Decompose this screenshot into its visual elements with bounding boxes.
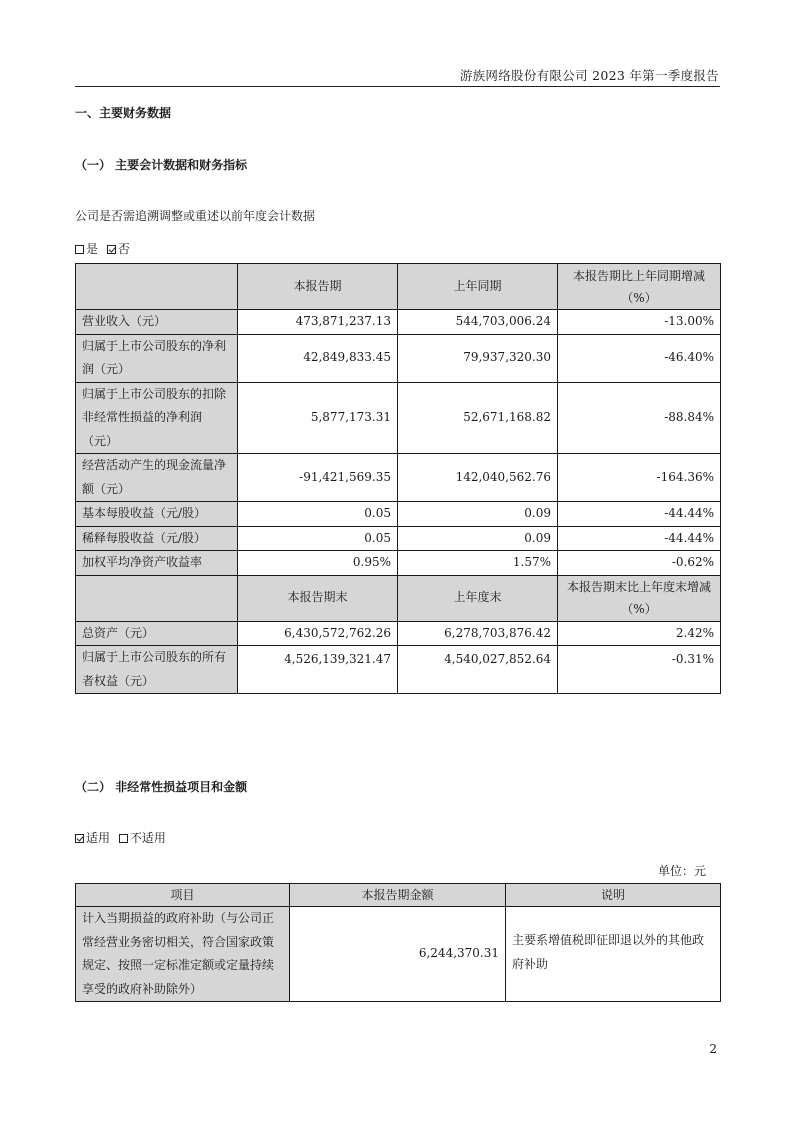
checkbox-not-applicable-icon xyxy=(119,834,128,843)
current-value: 473,871,237.13 xyxy=(238,310,398,335)
change-value: -44.44% xyxy=(558,526,721,551)
change-value: -0.62% xyxy=(558,551,721,576)
prior-value: 544,703,006.24 xyxy=(398,310,558,335)
row-label: 总资产（元） xyxy=(76,621,238,646)
prior-value: 0.09 xyxy=(398,502,558,527)
restatement-question: 公司是否需追溯调整或重述以前年度会计数据 xyxy=(75,209,316,223)
current-value: 0.95% xyxy=(238,551,398,576)
option-applicable-label: 适用 xyxy=(86,831,111,845)
header-current-period: 本报告期 xyxy=(238,264,398,310)
key-financial-data-table xyxy=(75,263,721,694)
table-header-row xyxy=(76,264,721,310)
amount-value: 6,244,370.31 xyxy=(290,907,506,1002)
option-yes-label: 是 xyxy=(86,242,99,256)
row-label: 营业收入（元） xyxy=(76,310,238,335)
current-value: 5,877,173.31 xyxy=(238,382,398,454)
row-label: 基本每股收益（元/股） xyxy=(76,502,238,527)
table-header-row xyxy=(76,575,721,621)
header-current-period-end: 本报告期末 xyxy=(238,575,398,621)
row-label: 经营活动产生的现金流量净额（元） xyxy=(76,454,238,502)
row-label: 归属于上市公司股东的扣除非经常性损益的净利润（元） xyxy=(76,382,238,454)
header-change-pct: 本报告期比上年同期增减 （%） xyxy=(558,264,721,310)
report-header-title: 游族网络股份有限公司 2023 年第一季度报告 xyxy=(459,68,719,83)
checkbox-applicable-checked-icon xyxy=(75,834,84,843)
section-title: 一、主要财务数据 xyxy=(75,106,172,120)
page-number: 2 xyxy=(709,1042,717,1056)
table-row xyxy=(76,646,721,694)
table-row xyxy=(76,907,721,1002)
change-value: -88.84% xyxy=(558,382,721,454)
change-value: -164.36% xyxy=(558,454,721,502)
subsection-title-2: （二） 非经常性损益项目和金额 xyxy=(75,780,248,794)
prior-value: 1.57% xyxy=(398,551,558,576)
header-prior-year-end: 上年度末 xyxy=(398,575,558,621)
current-value: 6,430,572,762.26 xyxy=(238,621,398,646)
table-row xyxy=(76,334,721,382)
current-value: 0.05 xyxy=(238,526,398,551)
current-value: 0.05 xyxy=(238,502,398,527)
prior-value: 52,671,168.82 xyxy=(398,382,558,454)
row-label: 加权平均净资产收益率 xyxy=(76,551,238,576)
table-row xyxy=(76,310,721,335)
prior-value: 4,540,027,852.64 xyxy=(398,646,558,694)
table-row xyxy=(76,502,721,527)
change-value: -46.40% xyxy=(558,334,721,382)
table-header-row xyxy=(76,884,721,907)
row-label: 计入当期损益的政府补助（与公司正常经营业务密切相关，符合国家政策规定、按照一定标准定额或定量持续享受的政府补助除外） xyxy=(76,907,290,1002)
header-amount: 本报告期金额 xyxy=(290,884,506,907)
prior-value: 6,278,703,876.42 xyxy=(398,621,558,646)
row-label: 稀释每股收益（元/股） xyxy=(76,526,238,551)
non-recurring-items-table xyxy=(75,883,721,1002)
prior-value: 79,937,320.30 xyxy=(398,334,558,382)
unit-label: 单位：元 xyxy=(657,864,706,878)
prior-value: 0.09 xyxy=(398,526,558,551)
table-row xyxy=(76,454,721,502)
option-not-applicable-label: 不适用 xyxy=(129,831,166,845)
header-cell-empty xyxy=(76,264,238,310)
note-text: 主要系增值税即征即退以外的其他政府补助 xyxy=(506,907,721,1002)
checkbox-yes-icon xyxy=(75,245,84,254)
row-label: 归属于上市公司股东的所有者权益（元） xyxy=(76,646,238,694)
prior-value: 142,040,562.76 xyxy=(398,454,558,502)
option-no-label: 否 xyxy=(117,242,130,256)
current-value: 42,849,833.45 xyxy=(238,334,398,382)
change-value: -0.31% xyxy=(558,646,721,694)
header-note: 说明 xyxy=(506,884,721,907)
table-row xyxy=(76,526,721,551)
subsection-title-1: （一） 主要会计数据和财务指标 xyxy=(75,158,248,172)
restatement-options xyxy=(75,240,130,257)
table-row xyxy=(76,382,721,454)
current-value: -91,421,569.35 xyxy=(238,454,398,502)
checkbox-no-checked-icon xyxy=(107,245,116,254)
change-value: -13.00% xyxy=(558,310,721,335)
applicability-options xyxy=(75,829,166,846)
header-prior-period: 上年同期 xyxy=(398,264,558,310)
row-label: 归属于上市公司股东的净利润（元） xyxy=(76,334,238,382)
header-divider xyxy=(75,86,720,87)
change-value: 2.42% xyxy=(558,621,721,646)
change-value: -44.44% xyxy=(558,502,721,527)
header-cell-empty xyxy=(76,575,238,621)
table-row xyxy=(76,621,721,646)
header-item: 项目 xyxy=(76,884,290,907)
header-change-pct-end: 本报告期末比上年度末增减 （%） xyxy=(558,575,721,621)
current-value: 4,526,139,321.47 xyxy=(238,646,398,694)
table-row xyxy=(76,551,721,576)
